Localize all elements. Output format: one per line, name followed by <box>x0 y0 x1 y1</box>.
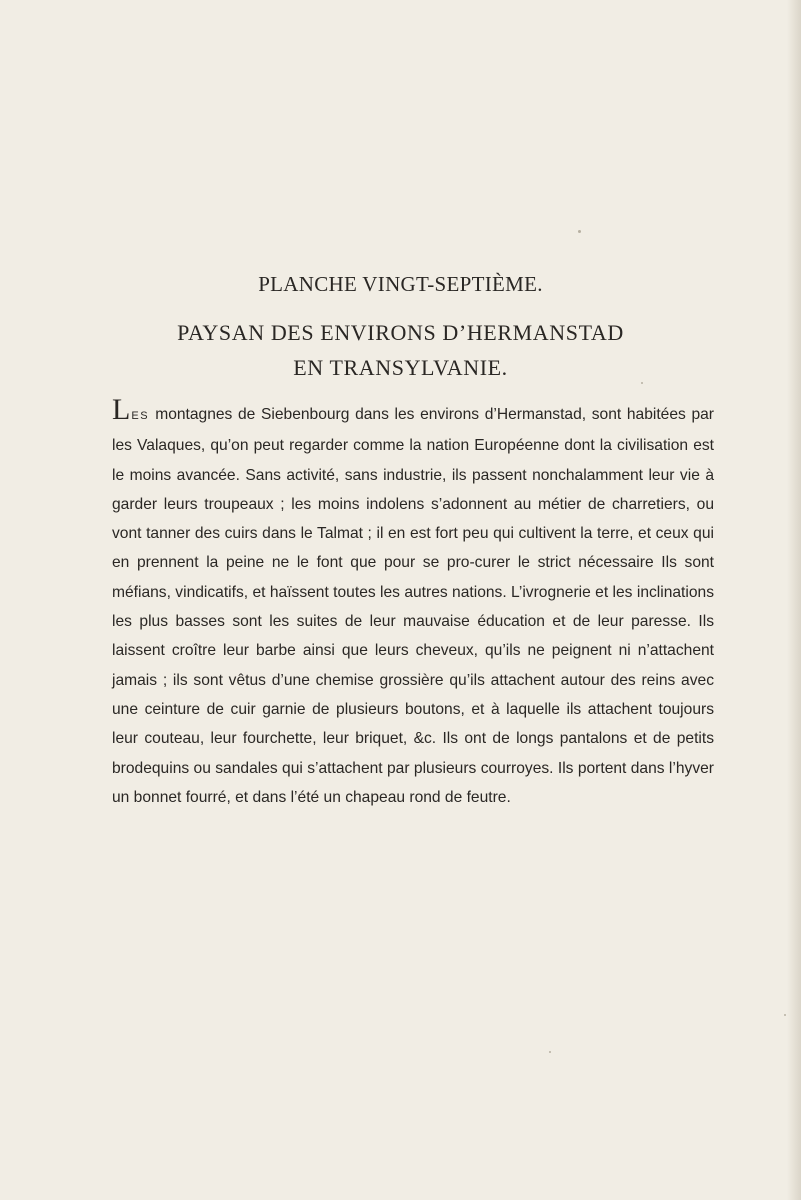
paper-speck <box>578 230 581 233</box>
paper-speck <box>784 1014 786 1016</box>
drop-cap: L <box>112 393 132 426</box>
paper-speck <box>549 1051 551 1053</box>
body-text: montagnes de Siebenbourg dans les environs d’Hermanstad, sont habitées par les Valaques, qu’on peut regarder comme la nation Européenne dont la civilisation est le moins avancée. Sans activité, sans industrie, ils passent nonchalamment leur vie à garder leurs troupeaux ; les moins indolens s’adonnent au métier de charretiers, ou vont tanner des cuirs dans le Talmat ; il en est fort peu qui cultivent la terre, et ceux qui en prennent la peine ne le font que pour se pro-curer le strict nécessaire Ils sont méfians, vindicatifs, et haïssent toutes les autres nations. L’ivrognerie et les inclinations les plus basses sont les suites de leur mauvaise éducation et de leur paresse. Ils laissent croître leur barbe ainsi que leurs cheveux, qu’ils ne peignent ni n’attachent jamais ; ils sont vêtus d’une chemise grossière qu’ils attachent autour des reins avec une ceinture de cuir garnie de plusieurs boutons, et à laquelle ils attachent toujours leur couteau, leur fourchette, leur briquet, &c. Ils ont de longs pantalons et de petits brodequins ou sandales qui s’attachent par plusieurs courroyes. Ils portent dans l’hyver un bonnet fourré, et dans l’été un chapeau rond de feutre. <box>112 406 714 806</box>
small-caps-lead: ES <box>131 410 150 422</box>
plate-heading: PLANCHE VINGT-SEPTIÈME. <box>258 272 543 296</box>
page-title <box>0 315 801 385</box>
paper-speck <box>641 382 643 384</box>
body-paragraph <box>112 393 714 812</box>
title-line-2: EN TRANSYLVANIE. <box>293 355 508 380</box>
title-line-1: PAYSAN DES ENVIRONS D’HERMANSTAD <box>177 320 624 345</box>
